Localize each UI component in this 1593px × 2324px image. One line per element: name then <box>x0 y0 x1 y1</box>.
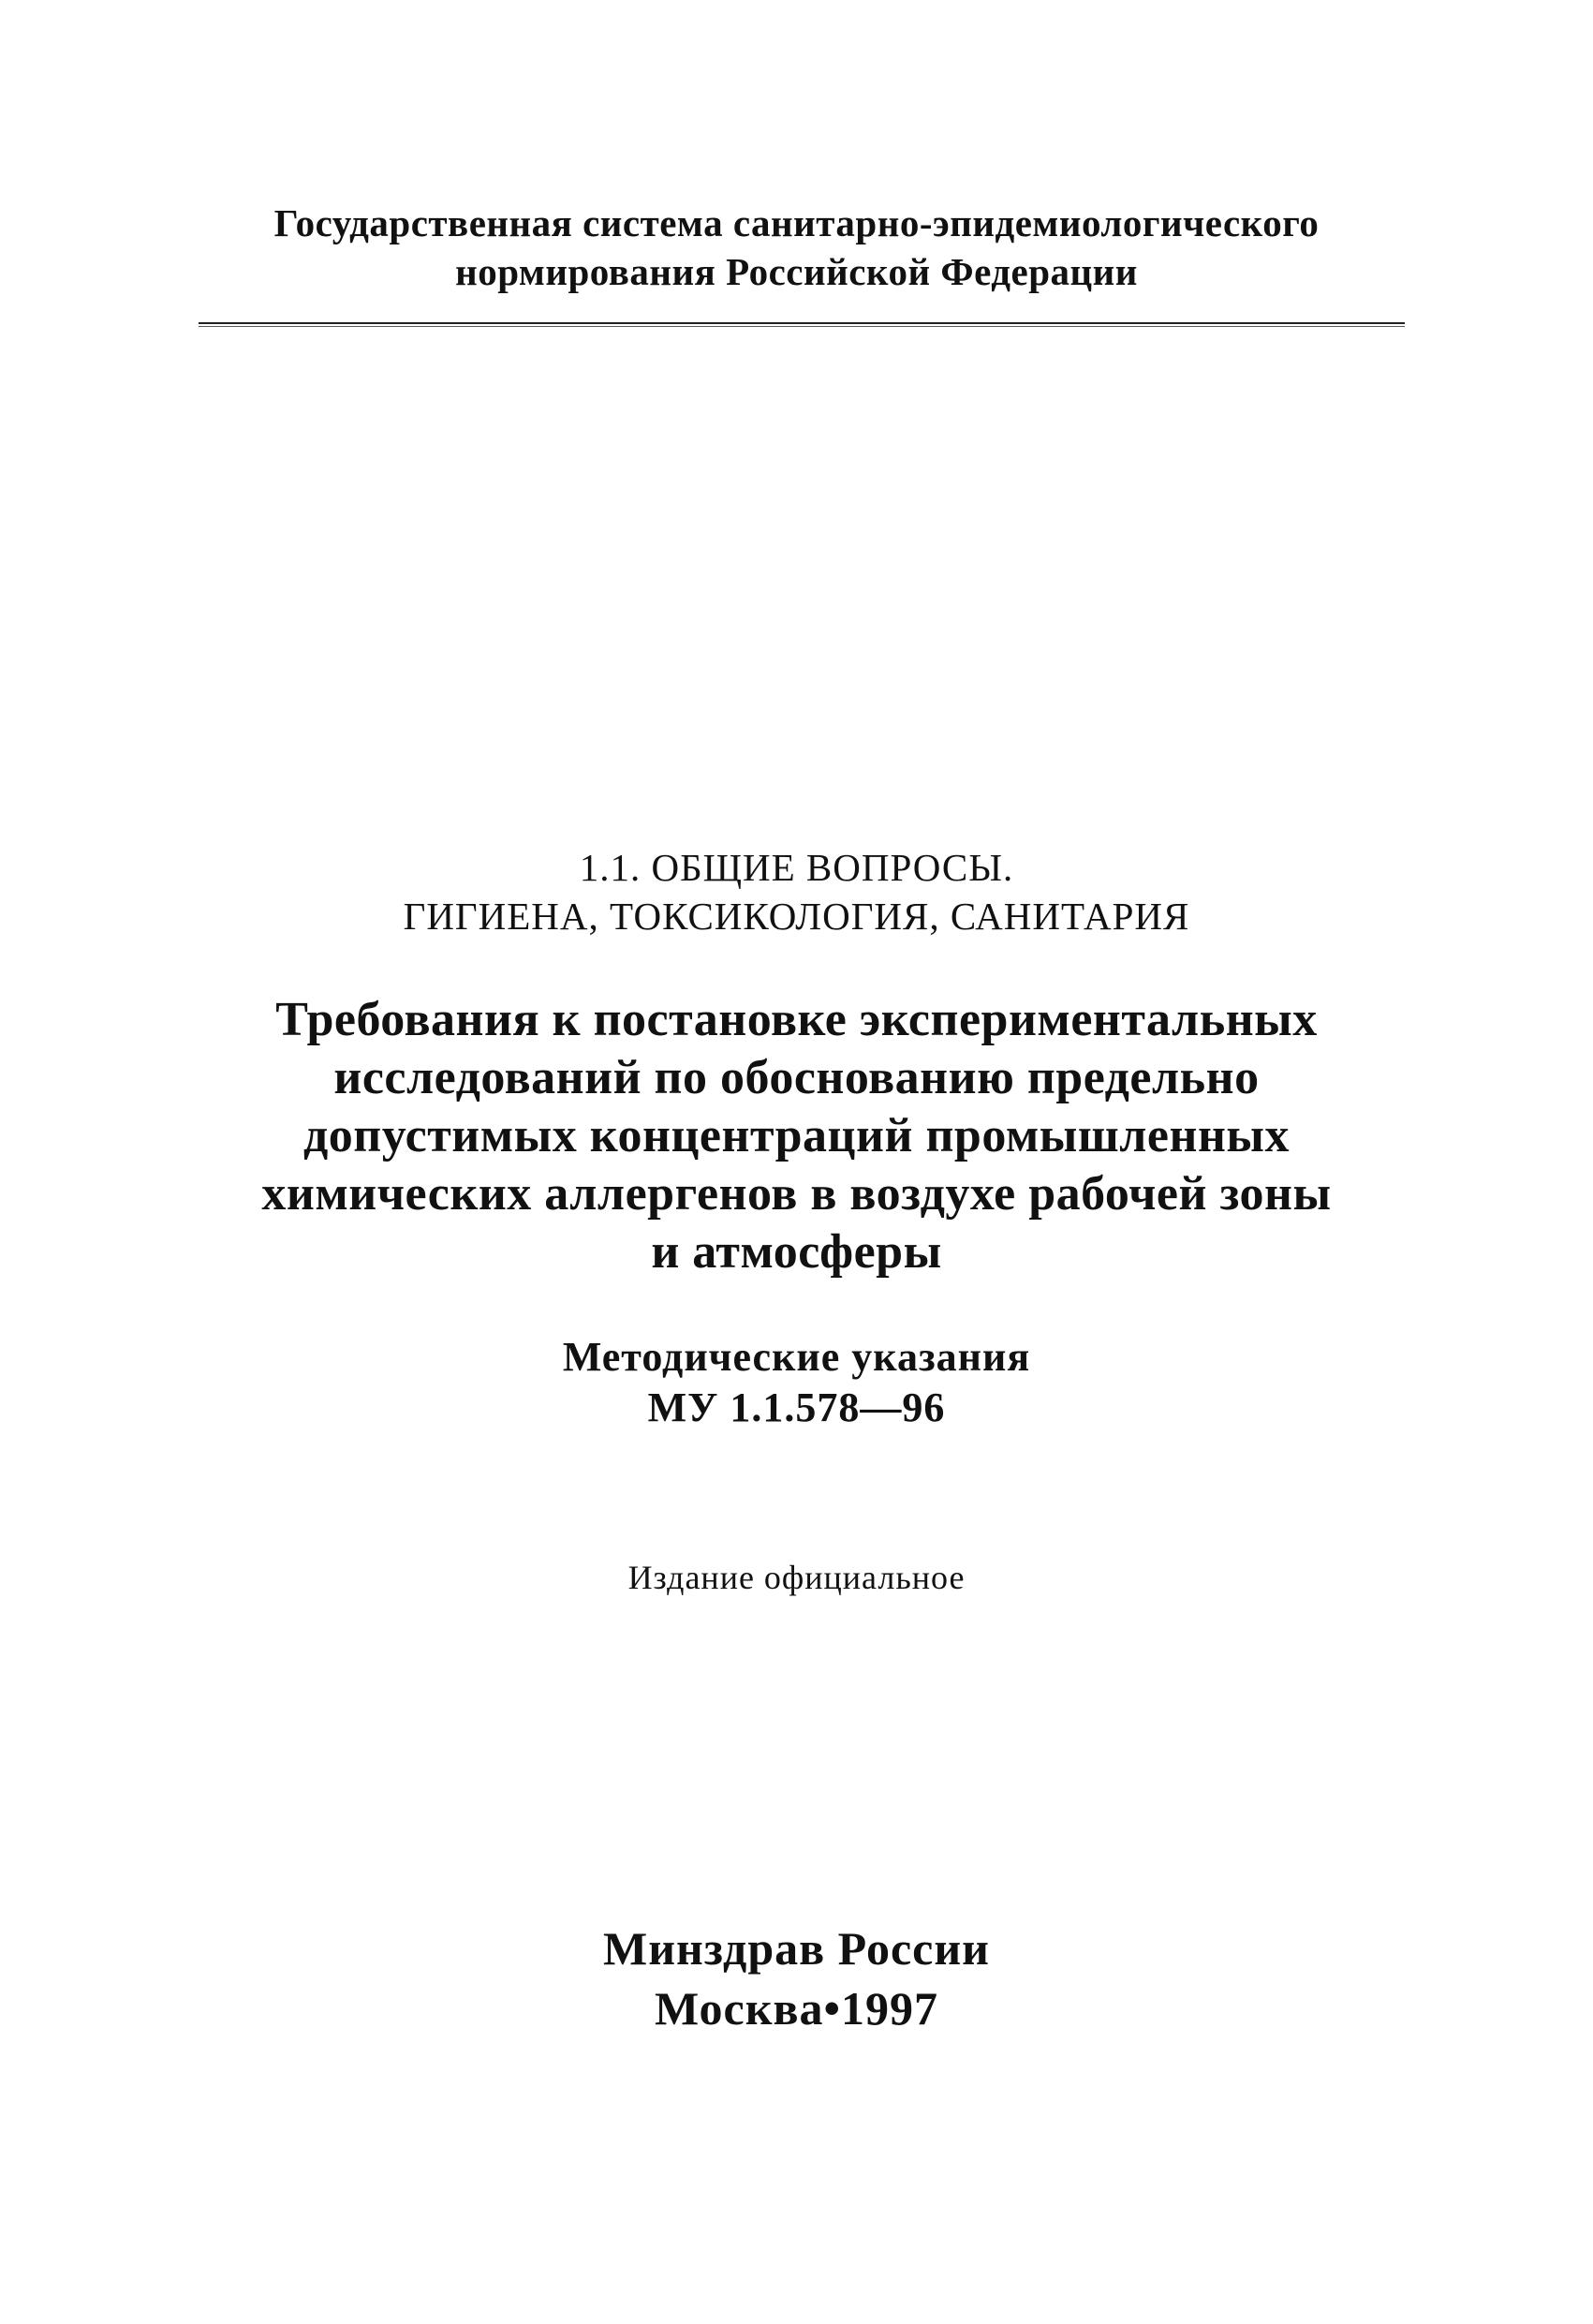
title-line-4: химических аллергенов в воздухе рабочей зоны <box>261 1167 1332 1221</box>
header-line-2: нормирования Российской Федерации <box>455 250 1138 293</box>
title-line-3: допустимых концентраций промышленных <box>302 1109 1291 1162</box>
document-title <box>0 991 1593 1281</box>
doctype-code: МУ 1.1.578—96 <box>647 1384 946 1430</box>
edition-text: Издание официальное <box>627 1559 966 1596</box>
doctype-name: Методические указания <box>562 1334 1031 1380</box>
header-line-1: Государственная система санитарно-эпидемиологического <box>273 201 1320 244</box>
section-line-1: 1.1. ОБЩИЕ ВОПРОСЫ. <box>579 846 1014 889</box>
header-divider <box>199 322 1405 327</box>
title-line-1: Требования к постановке экспериментальных <box>275 993 1318 1046</box>
edition-note <box>0 1557 1593 1598</box>
title-line-2: исследований по обоснованию предельно <box>333 1051 1260 1104</box>
publisher-block <box>0 1918 1593 2038</box>
section-heading <box>0 843 1593 940</box>
issuing-system-header <box>0 199 1593 296</box>
document-type <box>0 1332 1593 1433</box>
section-line-2: ГИГИЕНА, ТОКСИКОЛОГИЯ, САНИТАРИЯ <box>403 895 1190 938</box>
publisher-city-year: Москва•1997 <box>654 1982 939 2035</box>
publisher-name: Минздрав России <box>603 1922 990 1975</box>
title-line-5: и атмосферы <box>651 1225 942 1279</box>
